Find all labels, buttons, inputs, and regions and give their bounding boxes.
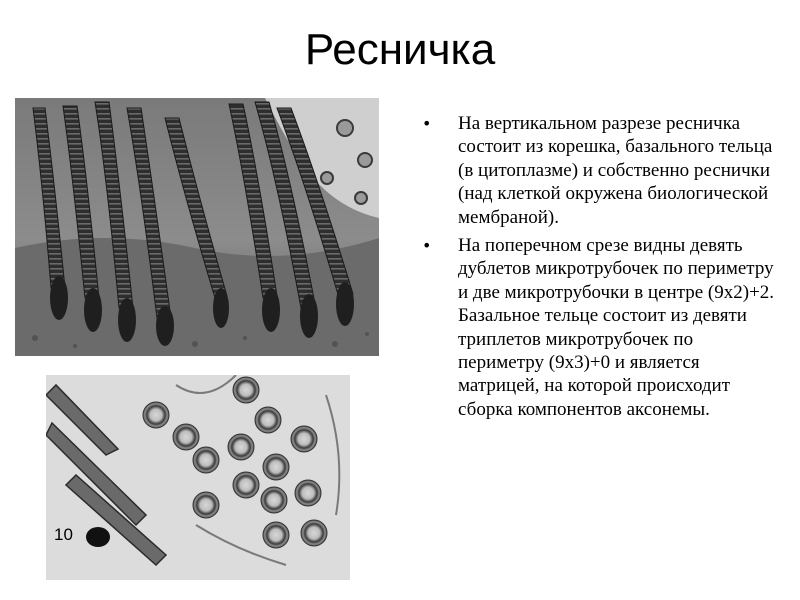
bullet-text: На вертикальном разрезе ресничка состоит из корешка, базального тельца (в цитоплазме) и собственно реснички (над клеткой окружена биологической мембраной). — [458, 113, 773, 228]
figure-number: 10 — [54, 525, 73, 544]
micrograph-cross-section — [46, 375, 350, 580]
slide-content — [418, 112, 780, 426]
micrograph-vertical-section — [15, 98, 379, 356]
bullet-list — [418, 112, 780, 421]
bullet-text: На поперечном срезе видны девять дублетов микротрубочек по периметру и две микротрубочки в центре (9х2)+2. Базальное тельце состоит из девяти триплетов микротрубочек по периметру (9х3)+0 и является матрицей, на которой происходит сборка компонентов аксонемы. — [458, 235, 775, 420]
bullet-dot-icon: • — [422, 236, 432, 256]
bullet-item — [418, 234, 780, 421]
bullet-dot-icon: • — [422, 114, 432, 133]
bullet-item — [418, 112, 780, 229]
slide-title: Ресничка — [304, 25, 496, 74]
